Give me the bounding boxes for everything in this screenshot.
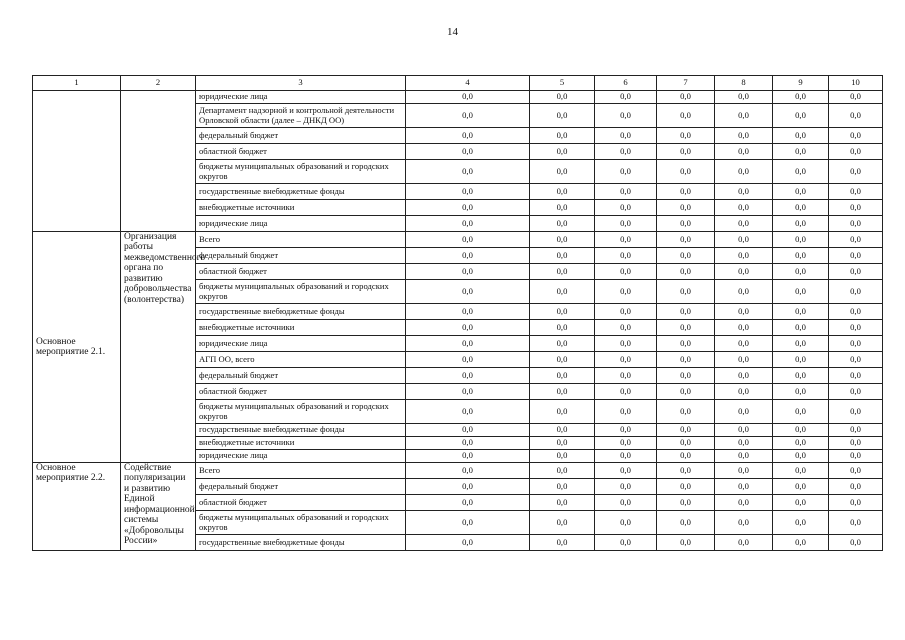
- amount-cell: 0,0: [406, 248, 530, 264]
- amount-cell: 0,0: [530, 91, 595, 104]
- amount-cell: 0,0: [715, 216, 773, 232]
- amount-cell: 0,0: [773, 511, 829, 535]
- amount-cell: 0,0: [829, 495, 883, 511]
- table-row: [33, 91, 883, 104]
- amount-cell: 0,0: [595, 352, 657, 368]
- amount-cell: 0,0: [715, 400, 773, 424]
- amount-cell: 0,0: [595, 424, 657, 437]
- amount-cell: 0,0: [773, 160, 829, 184]
- amount-cell: 0,0: [829, 479, 883, 495]
- amount-cell: 0,0: [773, 184, 829, 200]
- activity-description-cell: Организация работы межведомственного органа по развитию добровольчества (волонтерства): [121, 232, 196, 463]
- funding-source-cell: АГП ОО, всего: [196, 352, 406, 368]
- amount-cell: 0,0: [829, 104, 883, 128]
- activity-description-cell: [121, 91, 196, 232]
- amount-cell: 0,0: [657, 264, 715, 280]
- amount-cell: 0,0: [829, 463, 883, 479]
- amount-cell: 0,0: [657, 384, 715, 400]
- amount-cell: 0,0: [829, 352, 883, 368]
- amount-cell: 0,0: [773, 400, 829, 424]
- amount-cell: 0,0: [657, 280, 715, 304]
- amount-cell: 0,0: [773, 280, 829, 304]
- page-number: 14: [447, 26, 458, 38]
- amount-cell: 0,0: [773, 200, 829, 216]
- amount-cell: 0,0: [829, 91, 883, 104]
- amount-cell: 0,0: [530, 280, 595, 304]
- amount-cell: 0,0: [406, 184, 530, 200]
- amount-cell: 0,0: [715, 184, 773, 200]
- amount-cell: 0,0: [530, 450, 595, 463]
- funding-source-cell: бюджеты муниципальных образований и городских округов: [196, 160, 406, 184]
- column-header: 7: [657, 76, 715, 91]
- activity-name-cell: [33, 91, 121, 232]
- funding-source-cell: бюджеты муниципальных образований и городских округов: [196, 400, 406, 424]
- amount-cell: 0,0: [530, 232, 595, 248]
- amount-cell: 0,0: [829, 424, 883, 437]
- column-header: 9: [773, 76, 829, 91]
- amount-cell: 0,0: [406, 450, 530, 463]
- amount-cell: 0,0: [657, 437, 715, 450]
- funding-source-cell: юридические лица: [196, 91, 406, 104]
- amount-cell: 0,0: [530, 368, 595, 384]
- amount-cell: 0,0: [530, 264, 595, 280]
- amount-cell: 0,0: [530, 320, 595, 336]
- amount-cell: 0,0: [829, 336, 883, 352]
- amount-cell: 0,0: [773, 304, 829, 320]
- amount-cell: 0,0: [406, 320, 530, 336]
- column-header: 1: [33, 76, 121, 91]
- amount-cell: 0,0: [657, 200, 715, 216]
- amount-cell: 0,0: [406, 511, 530, 535]
- amount-cell: 0,0: [715, 304, 773, 320]
- activity-name-cell: Основное мероприятие 2.1.: [33, 232, 121, 463]
- amount-cell: 0,0: [657, 248, 715, 264]
- amount-cell: 0,0: [715, 336, 773, 352]
- amount-cell: 0,0: [530, 128, 595, 144]
- funding-source-cell: внебюджетные источники: [196, 437, 406, 450]
- amount-cell: 0,0: [657, 144, 715, 160]
- funding-source-cell: юридические лица: [196, 336, 406, 352]
- funding-source-cell: федеральный бюджет: [196, 479, 406, 495]
- amount-cell: 0,0: [406, 144, 530, 160]
- column-header: 6: [595, 76, 657, 91]
- table-row: [33, 232, 883, 248]
- amount-cell: 0,0: [406, 200, 530, 216]
- amount-cell: 0,0: [595, 368, 657, 384]
- amount-cell: 0,0: [773, 424, 829, 437]
- amount-cell: 0,0: [595, 400, 657, 424]
- amount-cell: 0,0: [773, 128, 829, 144]
- amount-cell: 0,0: [773, 144, 829, 160]
- funding-source-cell: федеральный бюджет: [196, 248, 406, 264]
- amount-cell: 0,0: [657, 184, 715, 200]
- amount-cell: 0,0: [657, 495, 715, 511]
- amount-cell: 0,0: [715, 144, 773, 160]
- amount-cell: 0,0: [829, 320, 883, 336]
- amount-cell: 0,0: [530, 511, 595, 535]
- funding-source-cell: бюджеты муниципальных образований и городских округов: [196, 280, 406, 304]
- amount-cell: 0,0: [530, 424, 595, 437]
- amount-cell: 0,0: [595, 384, 657, 400]
- amount-cell: 0,0: [773, 264, 829, 280]
- amount-cell: 0,0: [657, 304, 715, 320]
- amount-cell: 0,0: [595, 463, 657, 479]
- amount-cell: 0,0: [829, 184, 883, 200]
- amount-cell: 0,0: [829, 535, 883, 551]
- amount-cell: 0,0: [715, 424, 773, 437]
- amount-cell: 0,0: [773, 495, 829, 511]
- activity-description-cell: Содействие популяризации и развитию Единой информационной системы «Добровольцы России»: [121, 463, 196, 551]
- column-header: 10: [829, 76, 883, 91]
- amount-cell: 0,0: [715, 535, 773, 551]
- amount-cell: 0,0: [773, 232, 829, 248]
- funding-source-cell: государственные внебюджетные фонды: [196, 304, 406, 320]
- funding-source-cell: областной бюджет: [196, 384, 406, 400]
- amount-cell: 0,0: [406, 368, 530, 384]
- column-header: 3: [196, 76, 406, 91]
- amount-cell: 0,0: [406, 160, 530, 184]
- column-header: 5: [530, 76, 595, 91]
- column-header: 2: [121, 76, 196, 91]
- amount-cell: 0,0: [773, 336, 829, 352]
- funding-source-cell: областной бюджет: [196, 264, 406, 280]
- amount-cell: 0,0: [595, 160, 657, 184]
- amount-cell: 0,0: [715, 128, 773, 144]
- amount-cell: 0,0: [657, 160, 715, 184]
- amount-cell: 0,0: [530, 437, 595, 450]
- amount-cell: 0,0: [773, 320, 829, 336]
- amount-cell: 0,0: [829, 304, 883, 320]
- amount-cell: 0,0: [595, 184, 657, 200]
- amount-cell: 0,0: [406, 91, 530, 104]
- amount-cell: 0,0: [773, 463, 829, 479]
- activity-name-cell: Основное мероприятие 2.2.: [33, 463, 121, 551]
- amount-cell: 0,0: [715, 511, 773, 535]
- amount-cell: 0,0: [406, 424, 530, 437]
- amount-cell: 0,0: [715, 320, 773, 336]
- amount-cell: 0,0: [715, 200, 773, 216]
- amount-cell: 0,0: [595, 91, 657, 104]
- amount-cell: 0,0: [773, 216, 829, 232]
- funding-source-cell: юридические лица: [196, 216, 406, 232]
- amount-cell: 0,0: [657, 424, 715, 437]
- amount-cell: 0,0: [406, 384, 530, 400]
- amount-cell: 0,0: [715, 450, 773, 463]
- amount-cell: 0,0: [595, 280, 657, 304]
- amount-cell: 0,0: [595, 200, 657, 216]
- amount-cell: 0,0: [773, 368, 829, 384]
- funding-source-cell: внебюджетные источники: [196, 320, 406, 336]
- amount-cell: 0,0: [406, 104, 530, 128]
- amount-cell: 0,0: [657, 463, 715, 479]
- amount-cell: 0,0: [715, 264, 773, 280]
- funding-source-cell: Всего: [196, 232, 406, 248]
- amount-cell: 0,0: [530, 400, 595, 424]
- amount-cell: 0,0: [406, 495, 530, 511]
- amount-cell: 0,0: [406, 463, 530, 479]
- amount-cell: 0,0: [595, 232, 657, 248]
- amount-cell: 0,0: [595, 104, 657, 128]
- amount-cell: 0,0: [829, 511, 883, 535]
- amount-cell: 0,0: [595, 495, 657, 511]
- amount-cell: 0,0: [530, 479, 595, 495]
- amount-cell: 0,0: [829, 400, 883, 424]
- funding-source-cell: федеральный бюджет: [196, 368, 406, 384]
- amount-cell: 0,0: [406, 216, 530, 232]
- amount-cell: 0,0: [829, 200, 883, 216]
- amount-cell: 0,0: [657, 479, 715, 495]
- amount-cell: 0,0: [829, 144, 883, 160]
- amount-cell: 0,0: [657, 336, 715, 352]
- amount-cell: 0,0: [715, 479, 773, 495]
- amount-cell: 0,0: [530, 184, 595, 200]
- amount-cell: 0,0: [406, 280, 530, 304]
- amount-cell: 0,0: [715, 248, 773, 264]
- amount-cell: 0,0: [829, 368, 883, 384]
- funding-source-cell: областной бюджет: [196, 144, 406, 160]
- amount-cell: 0,0: [773, 352, 829, 368]
- amount-cell: 0,0: [657, 511, 715, 535]
- amount-cell: 0,0: [595, 264, 657, 280]
- amount-cell: 0,0: [595, 304, 657, 320]
- amount-cell: 0,0: [773, 535, 829, 551]
- amount-cell: 0,0: [773, 384, 829, 400]
- amount-cell: 0,0: [595, 450, 657, 463]
- amount-cell: 0,0: [406, 400, 530, 424]
- amount-cell: 0,0: [715, 352, 773, 368]
- column-header: 4: [406, 76, 530, 91]
- amount-cell: 0,0: [530, 104, 595, 128]
- amount-cell: 0,0: [715, 463, 773, 479]
- funding-source-cell: бюджеты муниципальных образований и городских округов: [196, 511, 406, 535]
- amount-cell: 0,0: [595, 144, 657, 160]
- amount-cell: 0,0: [715, 104, 773, 128]
- funding-source-cell: государственные внебюджетные фонды: [196, 535, 406, 551]
- amount-cell: 0,0: [530, 160, 595, 184]
- amount-cell: 0,0: [657, 320, 715, 336]
- amount-cell: 0,0: [657, 352, 715, 368]
- amount-cell: 0,0: [715, 368, 773, 384]
- amount-cell: 0,0: [530, 336, 595, 352]
- column-number-row: [33, 76, 883, 91]
- amount-cell: 0,0: [773, 104, 829, 128]
- amount-cell: 0,0: [530, 463, 595, 479]
- amount-cell: 0,0: [406, 128, 530, 144]
- amount-cell: 0,0: [657, 128, 715, 144]
- amount-cell: 0,0: [829, 437, 883, 450]
- table-body: [33, 91, 883, 551]
- amount-cell: 0,0: [773, 479, 829, 495]
- amount-cell: 0,0: [406, 264, 530, 280]
- amount-cell: 0,0: [715, 160, 773, 184]
- amount-cell: 0,0: [595, 336, 657, 352]
- amount-cell: 0,0: [530, 352, 595, 368]
- amount-cell: 0,0: [595, 128, 657, 144]
- amount-cell: 0,0: [406, 479, 530, 495]
- amount-cell: 0,0: [829, 232, 883, 248]
- amount-cell: 0,0: [530, 248, 595, 264]
- amount-cell: 0,0: [657, 91, 715, 104]
- amount-cell: 0,0: [657, 368, 715, 384]
- table-row: [33, 463, 883, 479]
- amount-cell: 0,0: [715, 232, 773, 248]
- funding-source-cell: внебюджетные источники: [196, 200, 406, 216]
- amount-cell: 0,0: [530, 535, 595, 551]
- funding-table: [32, 75, 883, 551]
- amount-cell: 0,0: [773, 437, 829, 450]
- column-header: 8: [715, 76, 773, 91]
- amount-cell: 0,0: [595, 479, 657, 495]
- amount-cell: 0,0: [406, 535, 530, 551]
- amount-cell: 0,0: [715, 280, 773, 304]
- amount-cell: 0,0: [715, 384, 773, 400]
- amount-cell: 0,0: [406, 232, 530, 248]
- amount-cell: 0,0: [530, 384, 595, 400]
- amount-cell: 0,0: [773, 91, 829, 104]
- amount-cell: 0,0: [773, 248, 829, 264]
- amount-cell: 0,0: [657, 450, 715, 463]
- amount-cell: 0,0: [657, 535, 715, 551]
- amount-cell: 0,0: [595, 437, 657, 450]
- amount-cell: 0,0: [829, 280, 883, 304]
- amount-cell: 0,0: [406, 352, 530, 368]
- amount-cell: 0,0: [829, 450, 883, 463]
- amount-cell: 0,0: [829, 384, 883, 400]
- amount-cell: 0,0: [530, 200, 595, 216]
- amount-cell: 0,0: [530, 495, 595, 511]
- amount-cell: 0,0: [530, 216, 595, 232]
- amount-cell: 0,0: [595, 248, 657, 264]
- amount-cell: 0,0: [829, 160, 883, 184]
- amount-cell: 0,0: [406, 437, 530, 450]
- funding-source-cell: Департамент надзорной и контрольной деятельности Орловской области (далее – ДНКД ОО): [196, 104, 406, 128]
- amount-cell: 0,0: [657, 216, 715, 232]
- funding-source-cell: юридические лица: [196, 450, 406, 463]
- amount-cell: 0,0: [715, 437, 773, 450]
- amount-cell: 0,0: [595, 320, 657, 336]
- amount-cell: 0,0: [406, 336, 530, 352]
- amount-cell: 0,0: [829, 248, 883, 264]
- funding-source-cell: Всего: [196, 463, 406, 479]
- amount-cell: 0,0: [829, 264, 883, 280]
- amount-cell: 0,0: [657, 400, 715, 424]
- amount-cell: 0,0: [829, 216, 883, 232]
- amount-cell: 0,0: [595, 535, 657, 551]
- amount-cell: 0,0: [406, 304, 530, 320]
- amount-cell: 0,0: [715, 91, 773, 104]
- amount-cell: 0,0: [657, 104, 715, 128]
- amount-cell: 0,0: [530, 304, 595, 320]
- amount-cell: 0,0: [530, 144, 595, 160]
- funding-source-cell: государственные внебюджетные фонды: [196, 424, 406, 437]
- funding-source-cell: федеральный бюджет: [196, 128, 406, 144]
- funding-source-cell: государственные внебюджетные фонды: [196, 184, 406, 200]
- amount-cell: 0,0: [773, 450, 829, 463]
- amount-cell: 0,0: [829, 128, 883, 144]
- funding-source-cell: областной бюджет: [196, 495, 406, 511]
- amount-cell: 0,0: [595, 511, 657, 535]
- amount-cell: 0,0: [595, 216, 657, 232]
- amount-cell: 0,0: [715, 495, 773, 511]
- amount-cell: 0,0: [657, 232, 715, 248]
